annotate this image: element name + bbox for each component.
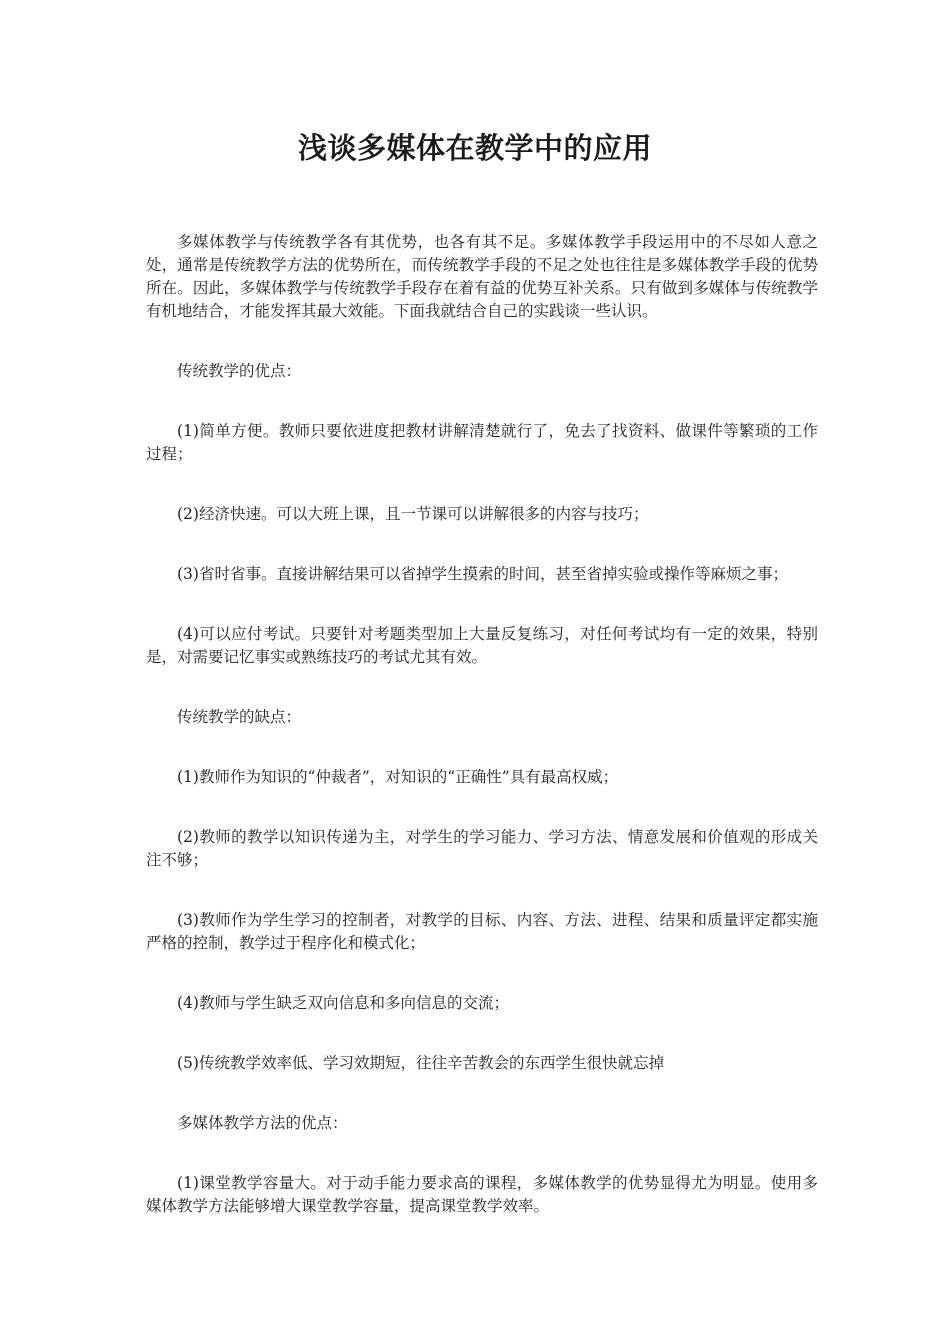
section-heading-traditional-disadvantages: 传统教学的缺点： — [177, 708, 302, 726]
list-item: (1)课堂教学容量大。对于动手能力要求高的课程，多媒体教学的优势显得尤为明显。使用多媒体教学方法能够增大课堂教学容量，提高课堂教学效率。 — [146, 1174, 818, 1215]
document-body — [146, 231, 818, 1218]
list-item: (1)简单方便。教师只要依进度把教材讲解清楚就行了，免去了找资料、做课件等繁琐的工作过程； — [146, 422, 818, 463]
list-item: (3)省时省事。直接讲解结果可以省掉学生摸索的时间，甚至省掉实验或操作等麻烦之事； — [177, 565, 788, 583]
section-heading-multimedia-advantages: 多媒体教学方法的优点： — [177, 1114, 348, 1132]
list-item: (5)传统教学效率低、学习效期短，往往辛苦教会的东西学生很快就忘掉 — [177, 1054, 664, 1072]
intro-paragraph: 多媒体教学与传统教学各有其优势，也各有其不足。多媒体教学手段运用中的不尽如人意之处，通常是传统教学方法的优势所在，而传统教学手段的不足之处也往往是多媒体教学手段的优势所在。因此，多媒体教学与传统教学手段存在着有益的优势互补关系。只有做到多媒体与传统教学有机地结合，才能发挥其最大效能。下面我就结合自己的实践谈一些认识。 — [146, 233, 818, 320]
list-item: (2)教师的教学以知识传递为主，对学生的学习能力、学习方法、情意发展和价值观的形成关注不够； — [146, 828, 818, 869]
section-heading-traditional-advantages: 传统教学的优点： — [177, 362, 302, 380]
list-item: (4)教师与学生缺乏双向信息和多向信息的交流； — [177, 994, 509, 1012]
list-item: (2)经济快速。可以大班上课，且一节课可以讲解很多的内容与技巧； — [177, 505, 649, 523]
document-title: 浅谈多媒体在教学中的应用 — [297, 131, 652, 165]
list-item: (3)教师作为学生学习的控制者，对教学的目标、内容、方法、进程、结果和质量评定都实施严格的控制，教学过于程序化和模式化； — [146, 911, 818, 952]
list-item: (1)教师作为知识的“仲裁者”，对知识的“正确性”具有最高权威； — [177, 768, 619, 786]
list-item: (4)可以应付考试。只要针对考题类型加上大量反复练习，对任何考试均有一定的效果，特别是，对需要记忆事实或熟练技巧的考试尤其有效。 — [146, 625, 818, 666]
